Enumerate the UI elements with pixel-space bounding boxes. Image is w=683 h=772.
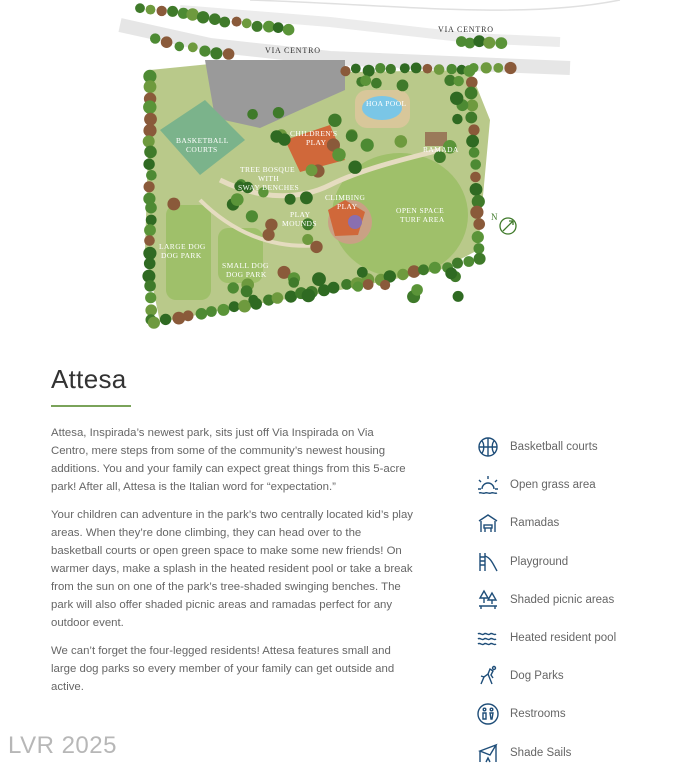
tree [411,284,423,296]
tree [450,92,463,105]
label-climbing-play-2: PLAY [337,202,358,211]
tree [196,308,208,320]
tree [246,210,258,222]
tree [145,304,157,316]
tree [411,63,422,74]
tree [289,277,300,288]
tree [206,306,217,317]
tree [150,33,160,43]
tree [241,285,253,297]
tree [209,13,221,25]
amenity-label: Playground [510,555,569,568]
tree [473,218,485,230]
road-label-via-centro-lower: VIA CENTRO [265,46,321,55]
label-tree-bosque-1: TREE BOSQUE [240,165,296,174]
north-arrow-icon [491,212,516,234]
park-description [51,424,413,706]
tree [346,130,358,142]
amenity-item [474,734,674,772]
amenity-label: Shade Sails [510,746,572,759]
amenity-item [474,619,674,657]
tree [247,109,258,120]
tree [423,64,433,74]
tree [146,170,157,181]
tree [143,135,155,147]
tree [348,161,361,174]
tree [144,258,156,270]
tree [351,64,361,74]
description-paragraph: We can’t forget the four-legged residents! Attesa features small and large dog parks so every member of your family can get outside and active. [51,645,395,693]
tree [160,314,171,325]
tree [252,21,263,32]
tree [400,63,410,73]
tree [175,42,185,52]
tree [434,64,445,75]
tree [197,11,209,23]
page-title: Attesa [51,364,127,394]
tree [481,62,492,73]
amenity-label: Restrooms [510,708,566,721]
tree [283,24,295,36]
tree [144,280,156,292]
tree [232,17,242,27]
tree [493,63,503,73]
tree [418,264,429,275]
tree [332,148,345,161]
tree [465,112,477,124]
tree [360,75,371,86]
tree [361,139,374,152]
tree [157,6,167,16]
tree [328,282,340,294]
climbing-play-structure [348,215,362,229]
tree [454,76,464,86]
tree [146,215,157,226]
tree [242,18,252,28]
tree [353,281,363,291]
tree [144,181,155,192]
road-label-via-centro-upper: VIA CENTRO [438,25,494,34]
tree [495,37,507,49]
title-underline [51,405,131,407]
tree [395,135,408,148]
label-basketball-1: BASKETBALL [176,136,229,145]
tree [167,198,180,211]
tree [306,164,318,176]
tree [144,146,157,159]
tree [144,80,157,93]
tree [143,159,154,170]
amenity-item [474,504,674,542]
label-ramada: RAMADA [423,145,459,154]
tree [504,62,516,74]
amenity-item [474,428,674,466]
tree [273,22,284,33]
tree [468,124,479,135]
tree [161,36,173,48]
tree [135,3,145,13]
amenity-item [474,695,674,733]
tree [380,280,390,290]
tree [328,114,341,127]
park-site-map [0,0,683,345]
label-basketball-2: COURTS [186,145,218,154]
amenity-label: Shaded picnic areas [510,593,615,606]
tree [470,172,481,183]
pool-waves-icon [474,624,502,652]
tree [470,183,483,196]
tree [464,65,476,77]
tree [144,224,156,236]
tree [148,317,160,329]
label-small-dog-1: SMALL DOG [222,261,269,270]
tree [466,77,478,89]
tree [472,231,484,243]
road-edge [250,0,620,10]
tree [302,234,313,245]
tree [146,5,156,15]
tree [167,6,178,17]
tree [453,291,464,302]
tree [270,130,282,142]
tree [397,269,408,280]
watermark: LVR 2025 [8,732,117,759]
amenity-label: Heated resident pool [510,632,617,645]
amenity-item [474,581,674,619]
tree [452,258,463,269]
tree [218,304,230,316]
ramada-icon [474,509,502,537]
tree [465,87,478,100]
description-paragraph: Your children can adventure in the park’s two centrally located kid’s play areas. When they’re done climbing, they can head over to the basketball courts or open green space to make some new friends! On warmer days, make a splash in the heated resident pool or take a break from the sun on one of the park’s tree-shaded swinging benches. The park will also offer shaded picnic areas and ramadas perfect for any outdoor event. [51,509,413,629]
tree [447,64,457,74]
amenity-label: Dog Parks [510,670,564,683]
tree [474,253,486,265]
tree [363,65,375,77]
description-paragraph: Attesa, Inspirada’s newest park, sits just off Via Inspirada on Via Centro, mere steps from some of the community’s newest housing additions. You and your family can expect great things from this 5-acre park! After all, Attesa is the Italian word for “expectation.” [51,427,406,493]
tree [145,202,157,214]
label-childrens-play-1: CHILDREN'S [290,129,338,138]
label-play-mounds-1: PLAY [290,210,311,219]
amenity-item [474,466,674,504]
tree [272,292,284,304]
tree [470,159,481,170]
tree [231,193,244,206]
label-play-mounds-2: MOUNDS [282,219,317,228]
tree [429,262,441,274]
tree [199,46,210,57]
tree [210,47,222,59]
amenities-list [474,428,674,772]
picnic-tree-icon [474,586,502,614]
label-childrens-play-2: PLAY [306,138,327,147]
tree [469,147,480,158]
tree [188,42,198,52]
tree [229,301,240,312]
amenity-item [474,657,674,695]
label-tree-bosque-2: WITH [258,174,280,183]
tree [341,279,352,290]
tree [386,64,396,74]
tree [143,124,156,137]
tree [144,113,157,126]
tree [312,272,326,286]
shade-sail-icon [474,739,502,767]
tree [265,219,277,231]
label-open-space-1: OPEN SPACE [396,206,445,215]
tree [363,279,374,290]
label-tree-bosque-3: SWAY BENCHES [238,183,300,192]
tree [397,80,409,92]
tree [464,38,475,49]
label-hoa-pool: HOA POOL [366,99,407,108]
tree [228,282,239,293]
site-plan-illustration [0,0,683,345]
tree [302,289,316,303]
tree [445,267,457,279]
tree [340,66,350,76]
tree [143,100,156,113]
tree [473,35,485,47]
label-climbing-play-1: CLIMBING [325,193,366,202]
tree [144,235,155,246]
amenity-label: Ramadas [510,517,560,530]
tree [466,135,479,148]
tree [463,256,474,267]
tree [375,63,385,73]
sun-grass-icon [474,471,502,499]
amenity-label: Open grass area [510,479,596,492]
tree [183,310,194,321]
tree [470,206,483,219]
tree [474,243,485,254]
basketball-icon [474,433,502,461]
tree [186,8,198,20]
tree [371,78,382,89]
tree [300,191,313,204]
restroom-icon [474,700,502,728]
label-large-dog-1: LARGE DOG [159,242,206,251]
tree [285,194,296,205]
dog-icon [474,662,502,690]
label-open-space-2: TURF AREA [400,215,445,224]
amenity-item [474,543,674,581]
tree [357,267,368,278]
north-label: N [491,212,498,222]
amenity-label: Basketball courts [510,441,598,454]
tree [452,114,462,124]
tree [219,17,230,28]
label-small-dog-2: DOG PARK [226,270,267,279]
tree [223,48,235,60]
label-large-dog-2: DOG PARK [161,251,202,260]
tree [483,37,495,49]
tree [273,107,284,118]
tree [145,292,156,303]
playground-icon [474,548,502,576]
